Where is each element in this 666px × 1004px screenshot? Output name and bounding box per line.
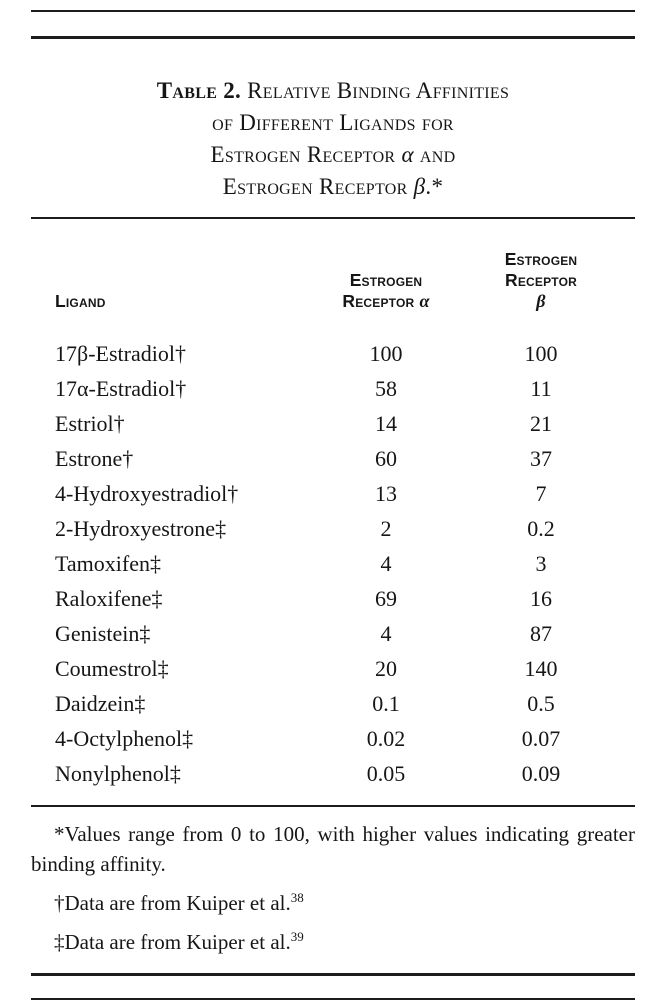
table-header: [31, 249, 635, 336]
footnote-dagger-text: †Data are from Kuiper et al.: [54, 891, 291, 915]
er-beta-value: 0.09: [521, 761, 561, 786]
beta-symbol: β: [536, 291, 546, 311]
er-alpha-value: 2: [380, 516, 392, 541]
title-line-2: [31, 107, 635, 139]
ligand-name: 2-Hydroxyestrone‡: [55, 516, 227, 541]
table-row: [31, 511, 635, 546]
footnotes: [31, 819, 635, 957]
ligand-name: Raloxifene‡: [55, 586, 163, 611]
alpha-symbol: α: [401, 142, 414, 167]
er-alpha-value: 0.05: [366, 761, 406, 786]
ligand-name: Estrone†: [55, 446, 134, 471]
table-row: [31, 721, 635, 756]
table-row: [31, 406, 635, 441]
er-beta-value: 7: [535, 481, 547, 506]
body-separator-rule: [31, 805, 635, 807]
ligand-name: 4-Octylphenol‡: [55, 726, 194, 751]
ligand-name: 17β-Estradiol†: [55, 341, 186, 366]
title-text-1: Relative Binding Affinities: [247, 78, 510, 103]
ligand-name: 17α-Estradiol†: [55, 376, 187, 401]
ligand-name: Tamoxifen‡: [55, 551, 161, 576]
title-line-4: [31, 171, 635, 203]
er-alpha-value: 13: [375, 481, 397, 506]
er-alpha-value: 14: [375, 411, 397, 436]
table-row: [31, 686, 635, 721]
er-alpha-header-line1: Estrogen: [349, 270, 423, 290]
title-text-4b: .*: [425, 174, 444, 199]
title-line-1: [31, 75, 635, 107]
ligand-name: 4-Hydroxyestradiol†: [55, 481, 239, 506]
er-alpha-header-line2: Receptor: [342, 291, 420, 311]
er-alpha-value: 69: [375, 586, 397, 611]
table-title: [31, 75, 635, 203]
er-alpha-value: 0.02: [366, 726, 406, 751]
top-rule-thin: [31, 10, 635, 12]
er-beta-value: 0.07: [521, 726, 561, 751]
title-text-3: Estrogen Receptor: [210, 142, 402, 167]
er-beta-value: 140: [524, 656, 558, 681]
er-alpha-value: 100: [369, 341, 403, 366]
er-alpha-value: 0.1: [372, 691, 400, 716]
er-beta-value: 87: [530, 621, 552, 646]
er-beta-value: 3: [535, 551, 547, 576]
footnote-double-dagger-text: ‡Data are from Kuiper et al.: [54, 930, 291, 954]
title-line-3: [31, 139, 635, 171]
er-beta-value: 21: [530, 411, 552, 436]
table-row: [31, 371, 635, 406]
footnote-double-dagger-ref: 39: [290, 929, 304, 944]
footnote-dagger-ref: 38: [290, 890, 304, 905]
alpha-symbol: α: [419, 291, 430, 311]
bottom-rule-thick: [31, 973, 635, 976]
beta-symbol: β: [413, 174, 426, 199]
er-alpha-value: 58: [375, 376, 397, 401]
bottom-rule-thin: [31, 998, 635, 1000]
ligand-name: Genistein‡: [55, 621, 151, 646]
table-row: [31, 546, 635, 581]
er-beta-header-line2: Receptor: [504, 270, 578, 290]
er-alpha-value: 20: [375, 656, 397, 681]
table-body: [31, 336, 635, 791]
er-alpha-value: 4: [380, 551, 392, 576]
table-row: [31, 476, 635, 511]
er-alpha-value: 4: [380, 621, 392, 646]
table-row: [31, 336, 635, 371]
footnote-double-dagger: [31, 927, 635, 957]
ligand-name: Daidzein‡: [55, 691, 146, 716]
er-beta-value: 0.5: [527, 691, 555, 716]
ligand-name: Estriol†: [55, 411, 125, 436]
title-text-3b: and: [413, 142, 456, 167]
ligand-column-header: Ligand: [55, 291, 106, 311]
top-rule-thick: [31, 36, 635, 39]
table-row: [31, 581, 635, 616]
er-beta-value: 0.2: [527, 516, 555, 541]
er-beta-value: 37: [530, 446, 552, 471]
er-beta-column-header: [501, 249, 635, 336]
er-beta-value: 16: [530, 586, 552, 611]
table-row: [31, 651, 635, 686]
table-row: [31, 441, 635, 476]
table-number-label: Table 2.: [156, 78, 242, 103]
footnote-star: *Values range from 0 to 100, with higher values indicating greater binding affinity.: [31, 822, 635, 876]
title-separator-rule: [31, 217, 635, 219]
ligand-name: Nonylphenol‡: [55, 761, 181, 786]
title-text-4: Estrogen Receptor: [222, 174, 414, 199]
er-alpha-column-header: [271, 249, 501, 336]
footnote-dagger: [31, 888, 635, 918]
title-text-2: of Different Ligands for: [212, 110, 454, 135]
er-beta-value: 100: [524, 341, 558, 366]
er-beta-value: 11: [530, 376, 552, 401]
table-row: [31, 616, 635, 651]
ligand-name: Coumestrol‡: [55, 656, 169, 681]
binding-affinity-table: [31, 249, 635, 791]
table-row: [31, 756, 635, 791]
er-alpha-value: 60: [375, 446, 397, 471]
er-beta-header-line1: Estrogen: [504, 249, 578, 269]
